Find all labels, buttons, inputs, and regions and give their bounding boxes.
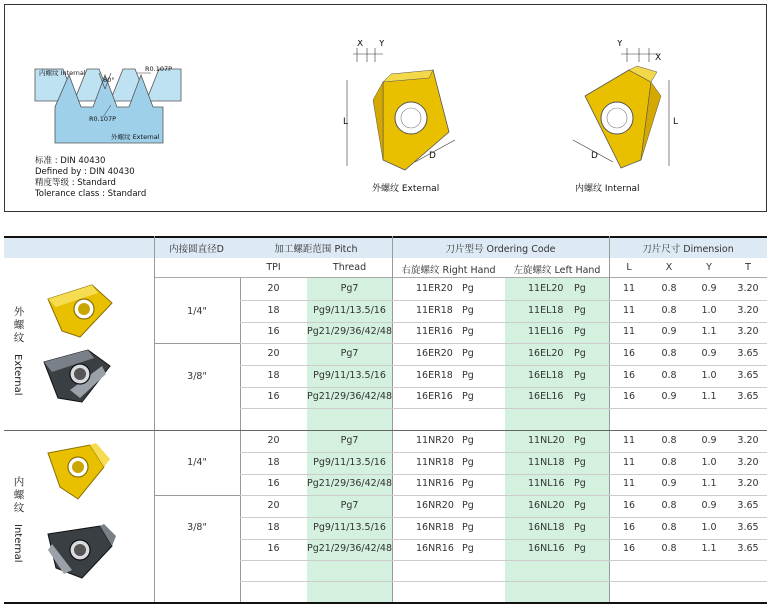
t-cell: 3.20 bbox=[737, 304, 759, 316]
y-cell: 1.0 bbox=[701, 369, 717, 381]
thread-cell: Pg7 bbox=[340, 435, 359, 446]
row-divider bbox=[240, 517, 767, 518]
radius-bottom-label: R0.107P bbox=[89, 115, 117, 123]
l-cell: 11 bbox=[622, 435, 636, 446]
left-hand-code-cell: 11NL20 bbox=[528, 435, 565, 446]
row-divider bbox=[240, 581, 767, 582]
x-cell: 0.8 bbox=[661, 348, 677, 359]
left-hand-suffix-cell: Pg bbox=[574, 391, 586, 402]
row-divider bbox=[240, 539, 767, 540]
right-hand-code-cell: 11NR16 bbox=[416, 478, 454, 489]
right-hand-suffix-cell: Pg bbox=[462, 543, 474, 554]
internal-insert-caption: 内螺纹 Internal bbox=[575, 184, 640, 194]
y-dim-label: Y bbox=[379, 40, 385, 49]
tpi-cell: 20 bbox=[267, 283, 280, 294]
inscribed-size: 3/8" bbox=[187, 522, 207, 533]
right-hand-code-cell: 11ER18 bbox=[416, 304, 453, 316]
right-hand-suffix-cell: Pg bbox=[462, 369, 474, 381]
x-cell: 0.9 bbox=[661, 478, 677, 489]
y-cell: 0.9 bbox=[701, 435, 717, 446]
tpi-cell: 20 bbox=[267, 348, 280, 359]
spec-line: Tolerance class : Standard bbox=[35, 189, 147, 199]
right-hand-suffix-cell: Pg bbox=[462, 478, 474, 489]
left-hand-code-cell: 16EL16 bbox=[528, 391, 564, 402]
right-hand-suffix-cell: Pg bbox=[462, 521, 474, 533]
table-bottom-rule bbox=[4, 602, 767, 604]
left-hand-code-cell: 16EL20 bbox=[528, 348, 564, 359]
left-hand-suffix-cell: Pg bbox=[574, 478, 586, 489]
row-divider bbox=[240, 560, 767, 561]
left-hand-code-cell: 11NL18 bbox=[528, 456, 565, 468]
x-cell: 0.8 bbox=[661, 521, 677, 533]
right-hand-code-cell: 16NR16 bbox=[416, 543, 454, 554]
thread-cell: Pg9/11/13.5/16 bbox=[313, 521, 386, 533]
row-divider bbox=[240, 300, 767, 301]
y-cell: 1.1 bbox=[701, 478, 717, 489]
tpi-cell: 18 bbox=[267, 369, 280, 381]
l-cell: 16 bbox=[622, 348, 636, 359]
x-cell: 0.9 bbox=[661, 391, 677, 402]
right-hand-code-cell: 16ER20 bbox=[416, 348, 453, 359]
x-cell: 0.8 bbox=[661, 456, 677, 468]
y-cell: 1.0 bbox=[701, 521, 717, 533]
right-hand-code-cell: 11NR20 bbox=[416, 435, 454, 446]
y-cell: 1.1 bbox=[701, 326, 717, 337]
internal-insert-dark-image bbox=[42, 520, 116, 580]
y-cell: 0.9 bbox=[701, 348, 717, 359]
internal-insert-gold-image bbox=[44, 441, 118, 501]
internal-label: 内螺纹 Internal bbox=[39, 69, 86, 77]
right-hand-suffix-cell: Pg bbox=[462, 283, 474, 294]
l-cell: 11 bbox=[622, 326, 636, 337]
external-insert-gold-image bbox=[42, 281, 116, 341]
l-cell: 16 bbox=[622, 369, 636, 381]
row-divider bbox=[240, 365, 767, 366]
row-divider bbox=[240, 452, 767, 453]
t-cell: 3.65 bbox=[737, 348, 759, 359]
col-divider bbox=[392, 236, 393, 602]
right-hand-suffix-cell: Pg bbox=[462, 391, 474, 402]
d-dim-label: D bbox=[591, 151, 598, 161]
d-dim-label: D bbox=[429, 151, 436, 161]
spec-line: Defined by : DIN 40430 bbox=[35, 167, 135, 177]
left-hand-suffix-cell: Pg bbox=[574, 521, 586, 533]
spec-block bbox=[35, 156, 146, 200]
row-divider bbox=[240, 408, 767, 409]
l-cell: 16 bbox=[622, 543, 636, 554]
left-hand-suffix-cell: Pg bbox=[574, 456, 586, 468]
right-hand-code-cell: 16NR20 bbox=[416, 500, 454, 511]
thread-cell: Pg9/11/13.5/16 bbox=[313, 304, 386, 316]
header-x: X bbox=[665, 262, 673, 273]
thread-cell: Pg7 bbox=[340, 500, 359, 511]
header-right-hand: 右旋螺纹 Right Hand bbox=[401, 265, 496, 276]
tpi-cell: 16 bbox=[267, 326, 280, 337]
right-hand-suffix-cell: Pg bbox=[462, 304, 474, 316]
header-thread: Thread bbox=[332, 262, 367, 273]
spec-line: 标准 : DIN 40430 bbox=[35, 156, 106, 166]
insert-spec-table bbox=[4, 236, 767, 604]
right-hand-suffix-cell: Pg bbox=[462, 456, 474, 468]
inscribed-size: 1/4" bbox=[187, 306, 207, 317]
external-label: 外螺纹 External bbox=[111, 133, 160, 141]
external-insert-dark-image bbox=[40, 346, 114, 406]
x-cell: 0.9 bbox=[661, 326, 677, 337]
row-divider bbox=[240, 343, 767, 344]
thread-cell: Pg21/29/36/42/48 bbox=[307, 543, 393, 554]
header-t: T bbox=[745, 262, 751, 273]
l-cell: 11 bbox=[622, 283, 636, 294]
right-hand-code-cell: 16ER18 bbox=[416, 369, 453, 381]
left-hand-suffix-cell: Pg bbox=[574, 283, 586, 294]
external-insert-caption: 外螺纹 External bbox=[372, 184, 440, 194]
side-label-internal-en: Internal bbox=[12, 524, 23, 563]
left-hand-suffix-cell: Pg bbox=[574, 435, 586, 446]
l-cell: 16 bbox=[622, 500, 636, 511]
y-dim-label: Y bbox=[617, 40, 623, 49]
left-hand-code-cell: 16NL16 bbox=[528, 543, 565, 554]
left-hand-code-cell: 16NL18 bbox=[528, 521, 565, 533]
right-hand-code-cell: 16ER16 bbox=[416, 391, 453, 402]
header-pitch: 加工螺距范围 Pitch bbox=[274, 244, 358, 255]
left-hand-code-cell: 11EL18 bbox=[528, 304, 564, 316]
left-hand-code-cell: 16NL20 bbox=[528, 500, 565, 511]
thread-profile-diagram bbox=[33, 61, 183, 151]
table-top-rule bbox=[4, 236, 767, 238]
right-hand-suffix-cell: Pg bbox=[462, 500, 474, 511]
t-cell: 3.20 bbox=[737, 283, 759, 294]
row-divider bbox=[240, 495, 767, 496]
right-hand-code-cell: 11ER20 bbox=[416, 283, 453, 294]
right-hand-code-cell: 11ER16 bbox=[416, 326, 453, 337]
angle-label: 80° bbox=[103, 76, 115, 84]
x-cell: 0.8 bbox=[661, 369, 677, 381]
left-hand-suffix-cell: Pg bbox=[574, 326, 586, 337]
x-cell: 0.8 bbox=[661, 500, 677, 511]
header-inscribed-circle: 内接圆直径D bbox=[169, 244, 224, 255]
t-cell: 3.20 bbox=[737, 435, 759, 446]
thread-cell: Pg21/29/36/42/48 bbox=[307, 326, 393, 337]
left-hand-suffix-cell: Pg bbox=[574, 369, 586, 381]
right-hand-suffix-cell: Pg bbox=[462, 326, 474, 337]
t-cell: 3.65 bbox=[737, 543, 759, 554]
l-cell: 16 bbox=[622, 521, 636, 533]
right-hand-suffix-cell: Pg bbox=[462, 435, 474, 446]
tpi-cell: 20 bbox=[267, 435, 280, 446]
row-divider bbox=[240, 387, 767, 388]
y-cell: 0.9 bbox=[701, 283, 717, 294]
thread-cell: Pg7 bbox=[340, 348, 359, 359]
header-tpi: TPI bbox=[266, 262, 281, 273]
l-cell: 16 bbox=[622, 391, 636, 402]
tpi-cell: 18 bbox=[267, 456, 280, 468]
t-cell: 3.65 bbox=[737, 500, 759, 511]
header-ordering-code: 刀片型号 Ordering Code bbox=[445, 244, 556, 255]
radius-top-label: R0.107P bbox=[145, 65, 173, 73]
row-divider bbox=[240, 322, 767, 323]
left-hand-code-cell: 11EL16 bbox=[528, 326, 564, 337]
tpi-cell: 16 bbox=[267, 391, 280, 402]
thread-cell: Pg21/29/36/42/48 bbox=[307, 478, 393, 489]
l-cell: 11 bbox=[622, 304, 636, 316]
tpi-cell: 20 bbox=[267, 500, 280, 511]
t-cell: 3.20 bbox=[737, 456, 759, 468]
x-cell: 0.8 bbox=[661, 435, 677, 446]
header-dimension: 刀片尺寸 Dimension bbox=[642, 244, 734, 255]
right-hand-code-cell: 16NR18 bbox=[416, 521, 454, 533]
left-hand-suffix-cell: Pg bbox=[574, 500, 586, 511]
external-insert-drawing bbox=[343, 40, 463, 175]
l-cell: 11 bbox=[622, 456, 636, 468]
x-cell: 0.8 bbox=[661, 543, 677, 554]
left-hand-code-cell: 11NL16 bbox=[528, 478, 565, 489]
y-cell: 1.1 bbox=[701, 543, 717, 554]
group-separator bbox=[4, 430, 767, 431]
t-cell: 3.20 bbox=[737, 478, 759, 489]
thread-diagram-panel bbox=[4, 4, 767, 212]
t-cell: 3.20 bbox=[737, 326, 759, 337]
tpi-cell: 16 bbox=[267, 543, 280, 554]
x-cell: 0.8 bbox=[661, 304, 677, 316]
y-cell: 1.0 bbox=[701, 456, 717, 468]
t-cell: 3.65 bbox=[737, 391, 759, 402]
header-l: L bbox=[626, 262, 632, 273]
side-label-external-cn: 外 螺 纹 bbox=[13, 306, 25, 344]
l-cell: 11 bbox=[622, 478, 636, 489]
right-hand-suffix-cell: Pg bbox=[462, 348, 474, 359]
tpi-cell: 18 bbox=[267, 304, 280, 316]
y-cell: 1.0 bbox=[701, 304, 717, 316]
y-cell: 0.9 bbox=[701, 500, 717, 511]
l-dim-label: L bbox=[343, 117, 349, 127]
thread-cell: Pg21/29/36/42/48 bbox=[307, 391, 393, 402]
thread-cell: Pg7 bbox=[340, 283, 359, 294]
left-hand-code-cell: 11EL20 bbox=[528, 283, 564, 294]
inscribed-size: 3/8" bbox=[187, 371, 207, 382]
col-divider bbox=[154, 236, 155, 602]
t-cell: 3.65 bbox=[737, 521, 759, 533]
y-cell: 1.1 bbox=[701, 391, 717, 402]
tpi-cell: 18 bbox=[267, 521, 280, 533]
left-hand-suffix-cell: Pg bbox=[574, 543, 586, 554]
left-hand-suffix-cell: Pg bbox=[574, 348, 586, 359]
t-cell: 3.65 bbox=[737, 369, 759, 381]
header-y: Y bbox=[706, 262, 712, 273]
spec-line: 精度等级 : Standard bbox=[35, 178, 116, 188]
right-hand-code-cell: 11NR18 bbox=[416, 456, 454, 468]
x-dim-label: X bbox=[357, 40, 364, 49]
x-cell: 0.8 bbox=[661, 283, 677, 294]
left-hand-code-cell: 16EL18 bbox=[528, 369, 564, 381]
thread-cell: Pg9/11/13.5/16 bbox=[313, 369, 386, 381]
inscribed-size: 1/4" bbox=[187, 457, 207, 468]
side-label-internal-cn: 内 螺 纹 bbox=[13, 476, 25, 514]
l-dim-label: L bbox=[673, 117, 679, 127]
left-hand-suffix-cell: Pg bbox=[574, 304, 586, 316]
x-dim-label: X bbox=[655, 53, 662, 63]
row-divider bbox=[240, 474, 767, 475]
internal-insert-drawing bbox=[565, 40, 685, 175]
header-left-hand: 左旋螺纹 Left Hand bbox=[513, 265, 601, 276]
thread-cell: Pg9/11/13.5/16 bbox=[313, 456, 386, 468]
tpi-cell: 16 bbox=[267, 478, 280, 489]
side-label-external-en: External bbox=[12, 354, 23, 396]
